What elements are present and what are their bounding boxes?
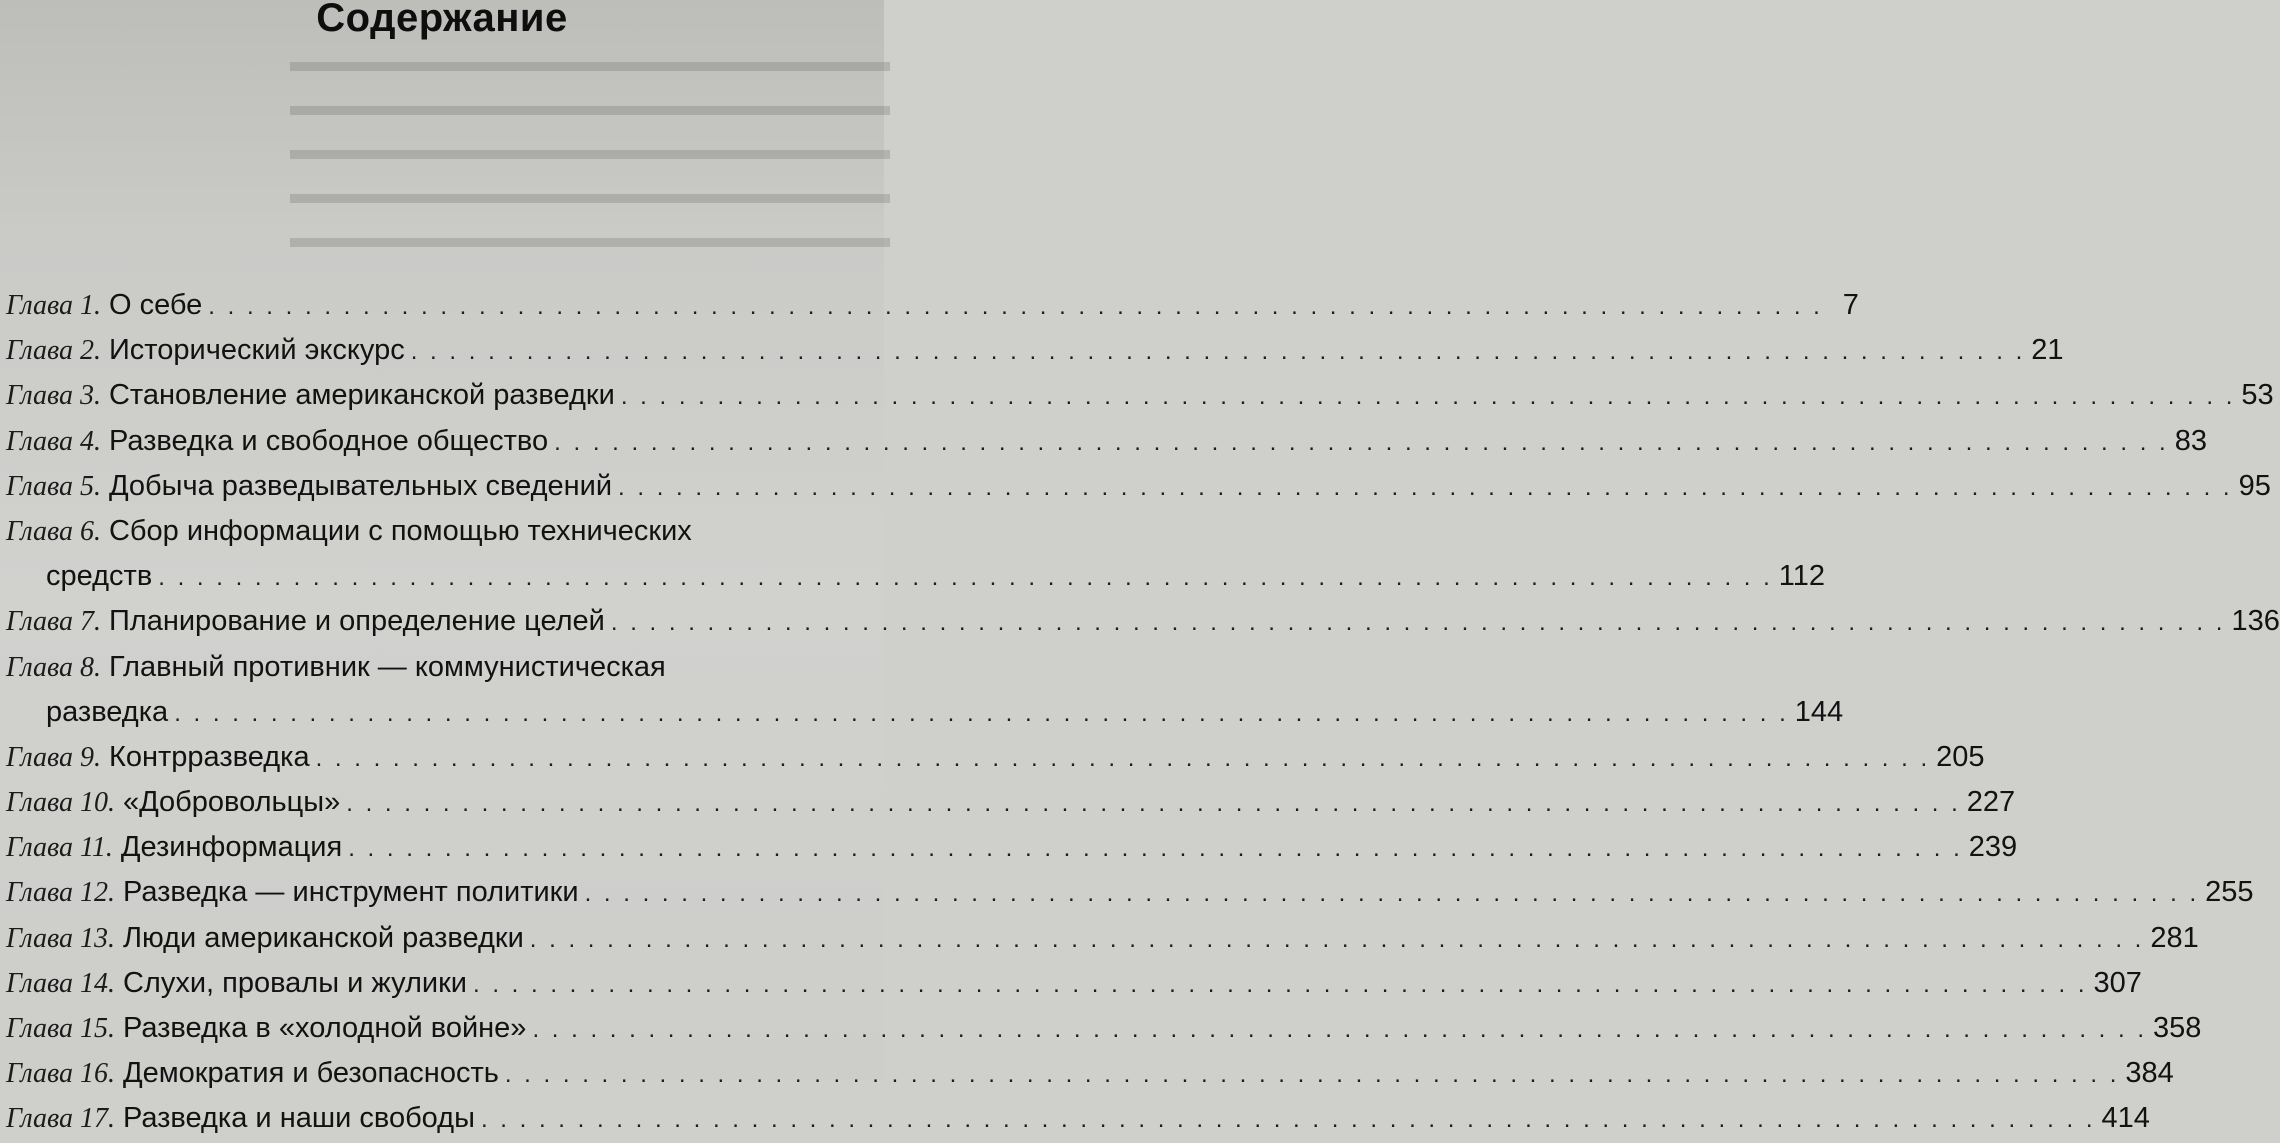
toc-entry bbox=[6, 599, 2280, 644]
bleed-through-texture: ▬▬▬▬▬▬▬▬▬▬▬▬▬▬▬▬▬▬▬▬ ▬▬▬▬▬▬▬▬▬▬▬▬▬▬▬▬▬▬▬▬ ▬▬▬▬▬▬▬▬▬▬▬▬▬▬▬▬▬▬▬▬ ▬▬▬▬▬▬▬▬▬▬▬▬▬▬▬▬▬▬▬▬ ▬▬▬▬▬▬▬▬▬▬▬▬▬▬▬▬▬▬▬▬ bbox=[290, 45, 890, 254]
chapter-number: Глава 3. bbox=[6, 380, 101, 412]
chapter-number: Глава 2. bbox=[6, 335, 101, 367]
toc-entry bbox=[6, 1096, 2150, 1141]
page-number: 205 bbox=[1936, 740, 1985, 773]
toc-entry-continuation bbox=[6, 690, 1844, 735]
toc-entry bbox=[6, 916, 2199, 961]
toc-entry bbox=[6, 328, 2064, 373]
toc-entry bbox=[6, 961, 2142, 1006]
dot-leader bbox=[411, 329, 2026, 374]
chapter-title: О себе bbox=[108, 289, 203, 321]
chapter-title: Разведка и наши свободы bbox=[122, 1102, 475, 1135]
chapter-number: Глава 11. bbox=[6, 832, 113, 864]
toc-entry bbox=[6, 780, 2016, 825]
dot-leader bbox=[316, 736, 1931, 781]
dot-leader bbox=[530, 917, 2145, 962]
dot-leader bbox=[346, 781, 1961, 826]
page-number: 239 bbox=[1968, 831, 2018, 864]
dot-leader bbox=[208, 284, 1823, 329]
dot-leader bbox=[532, 1007, 2147, 1052]
page-number: 227 bbox=[1966, 786, 2016, 819]
page-number: 144 bbox=[1794, 695, 1844, 728]
toc-entry bbox=[6, 870, 2254, 915]
toc-entry bbox=[6, 464, 2271, 509]
chapter-title: Планирование и определение целей bbox=[108, 605, 605, 638]
dot-leader bbox=[505, 1052, 2120, 1097]
dot-leader bbox=[618, 465, 2233, 510]
page-number: 95 bbox=[2238, 469, 2271, 502]
page-number: 414 bbox=[2101, 1102, 2150, 1135]
chapter-title-continuation: средств bbox=[46, 560, 153, 593]
page-number: 7 bbox=[1842, 289, 1859, 321]
chapter-number: Глава 14. bbox=[6, 967, 115, 999]
chapter-title: Разведка и свободное общество bbox=[108, 424, 549, 457]
toc-entry bbox=[6, 419, 2207, 464]
chapter-number: Глава 15. bbox=[6, 1013, 115, 1044]
toc-entry bbox=[6, 1051, 2174, 1096]
toc-entry bbox=[6, 825, 2018, 870]
toc-entry bbox=[6, 1006, 2202, 1051]
dot-leader bbox=[481, 1097, 2096, 1142]
chapter-title: Контрразведка bbox=[108, 740, 310, 773]
chapter-title: «Добровольцы» bbox=[122, 786, 341, 819]
toc-entry bbox=[6, 735, 1985, 780]
chapter-number: Глава 10. bbox=[6, 787, 115, 819]
dot-leader bbox=[158, 555, 1773, 600]
chapter-number: Глава 5. bbox=[6, 470, 101, 502]
chapter-number: Глава 13. bbox=[6, 922, 115, 954]
page-number: 384 bbox=[2125, 1057, 2174, 1090]
chapter-number: Глава 17. bbox=[6, 1103, 115, 1135]
page-number: 307 bbox=[2093, 966, 2142, 999]
toc-entry bbox=[6, 283, 1859, 328]
toc-entry bbox=[6, 509, 878, 554]
dot-leader bbox=[611, 600, 2226, 645]
dot-leader bbox=[348, 826, 1963, 871]
table-of-contents bbox=[6, 283, 2280, 1142]
toc-entry-continuation bbox=[6, 554, 1826, 599]
page-title: Содержание bbox=[316, 0, 568, 40]
chapter-title: Дезинформация bbox=[120, 831, 343, 864]
page-number: 136 bbox=[2231, 605, 2280, 638]
page-number: 21 bbox=[2031, 334, 2064, 367]
chapter-number: Глава 6. bbox=[6, 515, 101, 547]
chapter-title: Люди американской разведки bbox=[122, 921, 524, 954]
dot-leader bbox=[174, 691, 1789, 736]
dot-leader bbox=[585, 871, 2200, 916]
chapter-title: Главный противник — коммунистическая bbox=[108, 650, 666, 683]
dot-leader bbox=[621, 374, 2236, 419]
page-number: 53 bbox=[2241, 379, 2274, 412]
chapter-title: Разведка — инструмент политики bbox=[122, 876, 579, 909]
page-number: 281 bbox=[2150, 921, 2199, 954]
chapter-title: Исторический экскурс bbox=[108, 334, 405, 367]
page-number: 255 bbox=[2205, 876, 2254, 909]
chapter-number: Глава 16. bbox=[6, 1058, 115, 1090]
chapter-number: Глава 1. bbox=[6, 290, 101, 321]
chapter-number: Глава 7. bbox=[6, 606, 101, 638]
toc-entry bbox=[6, 373, 2274, 418]
chapter-title: Добыча разведывательных сведений bbox=[108, 469, 613, 502]
dot-leader bbox=[473, 962, 2088, 1007]
chapter-title: Становление американской разведки bbox=[108, 379, 615, 412]
chapter-number: Глава 8. bbox=[6, 651, 101, 683]
toc-entry bbox=[6, 645, 878, 690]
chapter-title-continuation: разведка bbox=[46, 695, 169, 728]
dot-leader bbox=[554, 420, 2169, 465]
chapter-number: Глава 9. bbox=[6, 741, 101, 773]
chapter-title: Сбор информации с помощью технических bbox=[108, 514, 692, 547]
chapter-title: Демократия и безопасность bbox=[122, 1057, 499, 1090]
chapter-title: Разведка в «холодной войне» bbox=[122, 1012, 527, 1044]
page-number: 358 bbox=[2153, 1012, 2202, 1044]
page-number: 112 bbox=[1778, 560, 1826, 593]
chapter-title: Слухи, провалы и жулики bbox=[122, 966, 467, 999]
page-number: 83 bbox=[2174, 424, 2207, 457]
chapter-number: Глава 4. bbox=[6, 425, 101, 457]
chapter-number: Глава 12. bbox=[6, 877, 115, 909]
